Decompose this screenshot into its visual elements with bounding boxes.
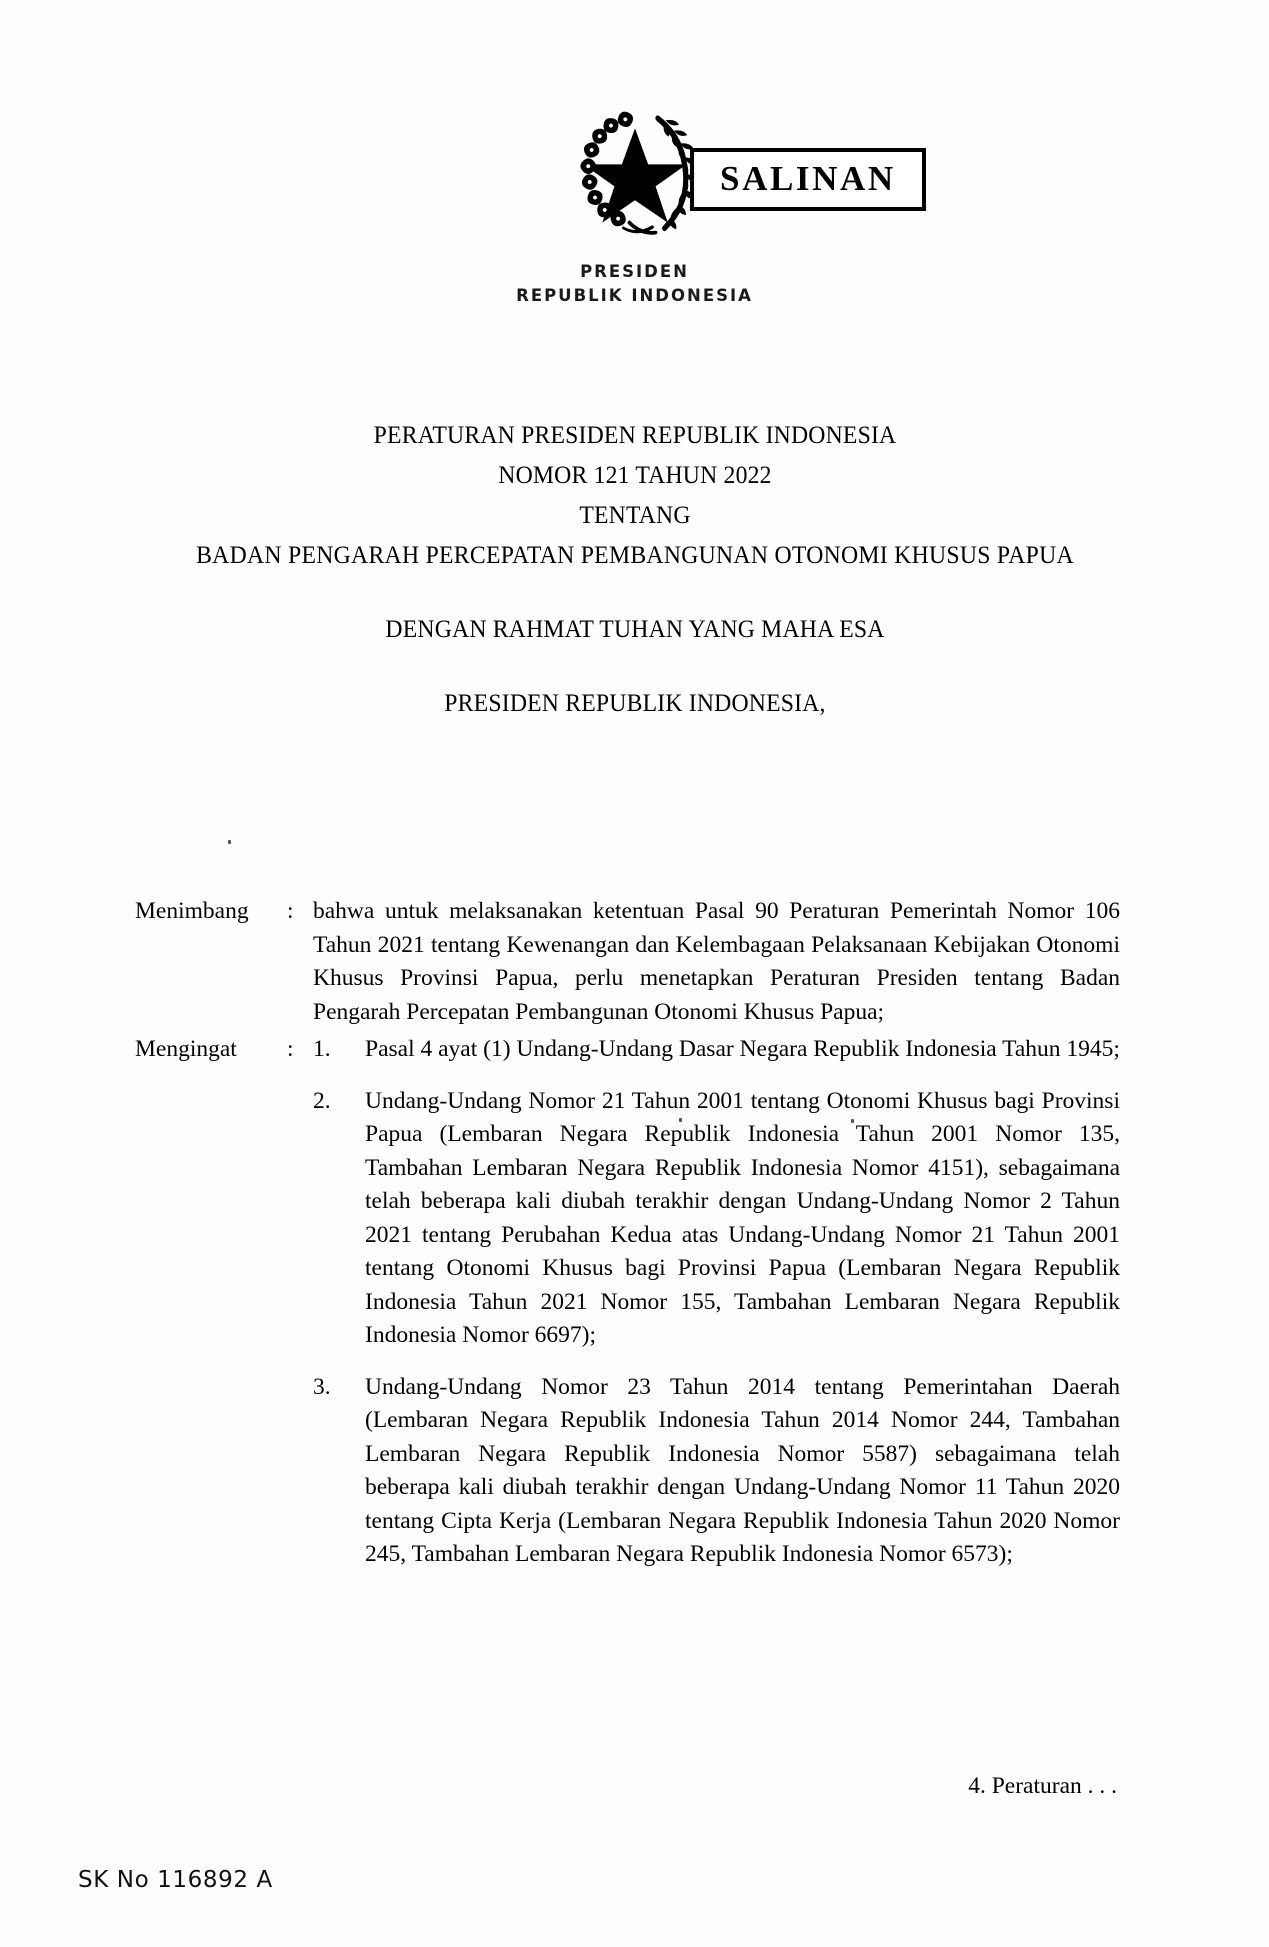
list-item-number: 3. xyxy=(313,1373,331,1400)
list-item-number: 1. xyxy=(313,1036,331,1062)
list-item xyxy=(313,1371,1120,1572)
regulation-subject-line: BADAN PENGARAH PERCEPATAN PEMBANGUNAN OTONOMI KHUSUS PAPUA xyxy=(196,540,1074,569)
title-block xyxy=(90,415,1180,723)
emblem-caption-line-2: REPUBLIK INDONESIA xyxy=(516,285,753,305)
page-catchword: 4. Peraturan . . . xyxy=(968,1773,1117,1799)
menimbang-colon: : xyxy=(287,898,294,924)
salinan-stamp xyxy=(690,148,926,211)
regulation-type-line: PERATURAN PRESIDEN REPUBLIK INDONESIA xyxy=(373,420,897,449)
list-item-text: Pasal 4 ayat (1) Undang-Undang Dasar Negara Republik Indonesia Tahun 1945; xyxy=(365,1036,1120,1062)
indonesian-presidential-seal-icon xyxy=(560,100,710,248)
mengingat-label: Mengingat xyxy=(135,1036,237,1062)
list-item xyxy=(313,1033,1120,1067)
emblem-caption-line-1: PRESIDEN xyxy=(580,262,689,281)
document-body xyxy=(135,895,1120,1576)
mengingat-list xyxy=(313,1033,1120,1572)
emblem-caption xyxy=(516,260,753,308)
menimbang-text: bahwa untuk melaksanakan ketentuan Pasal 90 Peraturan Pemerintah Nomor 106 Tahun 2021 tentang Kewenangan dan Kelembagaan Pelaksanaan Kebijakan Otonomi Khusus Provinsi Papua, perlu menetapkan Peraturan Presiden tentang Badan Pengarah Percepatan Pembangunan Otonomi Khusus Papua; xyxy=(313,898,1120,1025)
clause-menimbang xyxy=(135,895,1120,1029)
emblem-block xyxy=(0,100,1269,308)
salinan-stamp-label: SALINAN xyxy=(720,159,896,198)
document-header xyxy=(0,0,1269,380)
clause-mengingat xyxy=(135,1033,1120,1572)
mengingat-colon: : xyxy=(287,1036,294,1062)
tentang-line: TENTANG xyxy=(579,500,691,529)
regulation-number-line: NOMOR 121 TAHUN 2022 xyxy=(498,460,772,489)
scan-speck xyxy=(228,840,231,844)
footer-sk-number: SK No 116892 A xyxy=(78,1867,273,1893)
list-item xyxy=(313,1085,1120,1353)
issuer-line: PRESIDEN REPUBLIK INDONESIA, xyxy=(444,688,826,717)
list-item-text: Undang-Undang Nomor 23 Tahun 2014 tentang Pemerintahan Daerah (Lembaran Negara Republik Indonesia Tahun 2014 Nomor 244, Tambahan Lembaran Negara Republik Indonesia Nomor 5587) sebagaimana telah beberapa kali diubah terakhir dengan Undang-Undang Nomor 11 Tahun 2020 tentang Cipta Kerja (Lembaran Negara Republik Indonesia Tahun 2020 Nomor 245, Tambahan Lembaran Negara Republik Indonesia Nomor 6573); xyxy=(365,1373,1120,1567)
invocation-line: DENGAN RAHMAT TUHAN YANG MAHA ESA xyxy=(385,614,885,643)
list-item-text: Undang-Undang Nomor 21 Tahun 2001 tentang Otonomi Khusus bagi Provinsi Papua (Lembaran Negara Republik Indonesia Tahun 2001 Nomor 135, Tambahan Lembaran Negara Republik Indonesia Nomor 4151), sebagaimana telah beberapa kali diubah terakhir dengan Undang-Undang Nomor 2 Tahun 2021 tentang Perubahan Kedua atas Undang-Undang Nomor 21 Tahun 2001 tentang Otonomi Khusus bagi Provinsi Papua (Lembaran Negara Republik Indonesia Tahun 2021 Nomor 155, Tambahan Lembaran Negara Republik Indonesia Nomor 6697); xyxy=(365,1087,1120,1348)
menimbang-label: Menimbang xyxy=(135,898,249,924)
list-item-number: 2. xyxy=(313,1087,331,1114)
